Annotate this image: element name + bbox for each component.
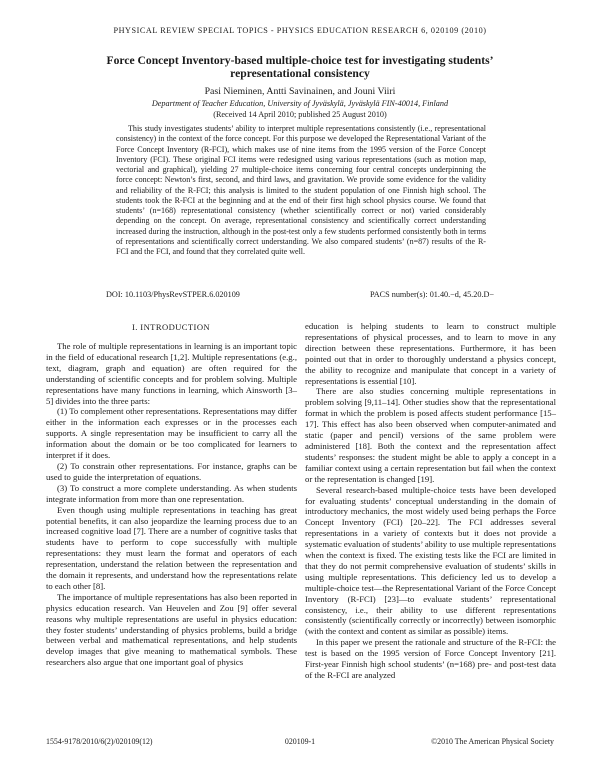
body-paragraph: Even though using multiple representations in teaching has great potential benefits, it can also jeopardize the learning process due to an increased cognitive load [7]. There are a number of cognitive tasks that students have to perform to cope successfully with multiple representations: they must learn the format and operators of each representation, understand the relation between the representation and the domain it represents, and understand how the representations relate to each other [8]. [46, 504, 297, 591]
body-paragraph: In this paper we present the rationale and structure of the R-FCI: the test is based on the 1995 version of Force Concept Inventory [21]. First-year Finnish high school students’ (n=168) pre- and post-test data of the R-FCI are analyzed [305, 637, 556, 680]
body-paragraph: (3) To construct a more complete understanding. As when students integrate information from more than one representation. [46, 482, 297, 504]
authors: Pasi Nieminen, Antti Savinainen, and Jouni Viiri [204, 86, 396, 97]
journal-header: PHYSICAL REVIEW SPECIAL TOPICS - PHYSICS EDUCATION RESEARCH 6, 020109 (2010) [113, 26, 487, 35]
received-date: (Received 14 April 2010; published 25 August 2010) [213, 110, 387, 119]
affiliation: Department of Teacher Education, University of Jyväskylä, Jyväskylä FIN-40014, Finland [151, 99, 449, 108]
body-paragraph: education is helping students to learn to construct multiple representations of physical processes, and to learn to move in any direction between these representations. Furthermore, it has been pointed out that in order to thoroughly understand a physics concept, the ability to recognize and manipulate that concept in a variety of representations is essential [10]. [305, 321, 556, 386]
paper-title: Force Concept Inventory-based multiple-choice test for investigating students’ representational consistency [106, 54, 494, 80]
left-column [46, 341, 297, 668]
body-paragraph: (2) To constrain other representations. For instance, graphs can be used to guide the interpretation of equations. [46, 460, 297, 482]
doi-line [106, 290, 240, 299]
body-paragraph: The role of multiple representations in learning is an important topic in the field of educational research [1,2]. Multiple representations (e.g., text, diagram, graph and equation) are often required for the understanding of scientific concepts and for problem solving. Multiple representations have many functions in learning, which Ainsworth [3–5] divides into the three parts: [46, 341, 297, 406]
body-paragraph: (1) To complement other representations. Representations may differ either in the information each expresses or in the processes each supports. A single representation may be insufficient to carry all the information about the domain or be too complicated for learners to interpret if it does. [46, 406, 297, 461]
body-paragraph: Several research-based multiple-choice tests have been developed for evaluating students’ conceptual understanding in the domain of introductory mechanics, the most widely used being perhaps the Force Concept Inventory (FCI) [20–22]. The FCI addresses several representations in a variety of contexts but it does not provide a systematic evaluation of students’ ability to use multiple representations when the context is fixed. The existing tests like the FCI are limited in that they do not permit comprehensive evaluation of students’ skills in using multiple representations. This deficiency led us to develop a multiple-choice test—the Representational Variant of the Force Concept Inventory (R-FCI) [23]—to evaluate students’ representational consistency, i.e., their ability to use different representations consistently (scientifically correctly or incorrectly) between isomorphic (with the context and content as similar as possible) items. [305, 484, 556, 637]
copyright: ©2010 The American Physical Society [431, 737, 554, 746]
body-paragraph: There are also studies concerning multiple representations in problem solving [9,11–14]. Other studies show that the representational format in which the problem is posed affects student performance [15–17]. This effect has also been observed when computer-animated and static (paper and pencil) versions of the same problem were administered [18]. Both the context and the representation affect students’ responses: the student might be able to apply a concept in a familiar context using a certain representation but fail when the context or the representation is changed [19]. [305, 386, 556, 484]
footer-issn: 1554-9178/2010/6(2)/020109(12) [46, 737, 153, 746]
abstract: This study investigates students’ ability to interpret multiple representations consistently (i.e., representational consistency) in the context of the force concept. For this purpose we developed the Representational Variant of the Force Concept Inventory (R-FCI), which makes use of nine items from the 1995 version of the Force Concept Inventory (FCI). These original FCI items were redesigned using various representations (such as motion map, vectorial and graphical), yielding 27 multiple-choice items concerning four central concepts underpinning the force concept: Newton’s first, second, and third laws, and gravitation. We provide some evidence for the validity and reliability of the R-FCI; this analysis is limited to the student population of one Finnish high school. The students took the R-FCI at the beginning and at the end of their first high school physics course. We found that students’ (n=168) representational consistency (whether scientifically correct or not) varied considerably depending on the concept. On average, representational consistency and scientifically correct understanding increased during the instruction, although in the post-test only a few students performed consistently both in terms of representations and scientifically correct understanding. We also compared students’ (n=87) results of the R-FCI and the FCI, and found that they correlated quite well. [116, 124, 486, 256]
doi-label: DOI: [106, 290, 123, 299]
section-heading: I. INTRODUCTION [131, 322, 211, 332]
pacs-numbers: PACS number(s): 01.40.−d, 45.20.D− [369, 290, 494, 299]
body-paragraph: The importance of multiple representations has also been reported in physics education research. Van Heuvelen and Zou [9] offer several reasons why multiple representations are useful in physics education: they foster students’ understanding of physics problems, build a bridge between verbal and mathematical representations, and help students develop images that give meaning to mathematical symbols. These researchers also argue that one important goal of physics [46, 591, 297, 668]
doi-link[interactable]: 10.1103/PhysRevSTPER.6.020109 [124, 290, 240, 299]
page-number: 020109-1 [284, 737, 316, 746]
right-column [305, 321, 556, 681]
